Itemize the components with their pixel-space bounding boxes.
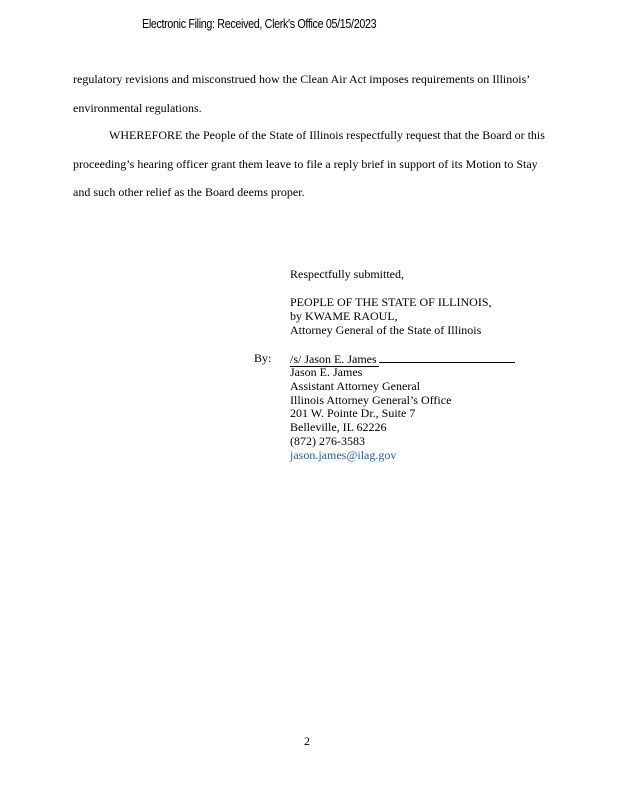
office-city: Belleville, IL 62226 [290, 420, 387, 434]
signature-rule [379, 351, 515, 363]
paragraph-2-line-2: proceeding’s hearing officer grant them leave to file a reply brief in support of its Motion to Stay [73, 157, 538, 171]
paragraph-2-line-3: and such other relief as the Board deems proper. [73, 185, 305, 199]
respectfully-submitted: Respectfully submitted, [290, 267, 404, 281]
signer-title: Assistant Attorney General [290, 379, 420, 393]
by-label: By: [254, 351, 272, 365]
paragraph-2-line-1: WHEREFORE the People of the State of Illinois respectfully request that the Board or this [109, 128, 545, 142]
office-street: 201 W. Pointe Dr., Suite 7 [290, 406, 416, 420]
office-phone: (872) 276-3583 [290, 434, 365, 448]
email-link[interactable]: jason.james@ilag.gov [290, 448, 397, 462]
page-number: 2 [304, 734, 310, 748]
party-line-1: PEOPLE OF THE STATE OF ILLINOIS, [290, 295, 492, 309]
signer-office: Illinois Attorney General’s Office [290, 393, 452, 407]
signature: /s/ Jason E. James [290, 352, 377, 366]
party-line-2: by KWAME RAOUL, [290, 309, 398, 323]
paragraph-1-line-1: regulatory revisions and misconstrued how the Clean Air Act imposes requirements on Illinois’ [73, 72, 531, 86]
party-line-3: Attorney General of the State of Illinois [290, 323, 482, 337]
signer-name: Jason E. James [290, 365, 363, 379]
paragraph-1-line-2: environmental regulations. [73, 101, 202, 115]
filing-stamp: Electronic Filing: Received, Clerk's Office 05/15/2023 [142, 17, 377, 31]
